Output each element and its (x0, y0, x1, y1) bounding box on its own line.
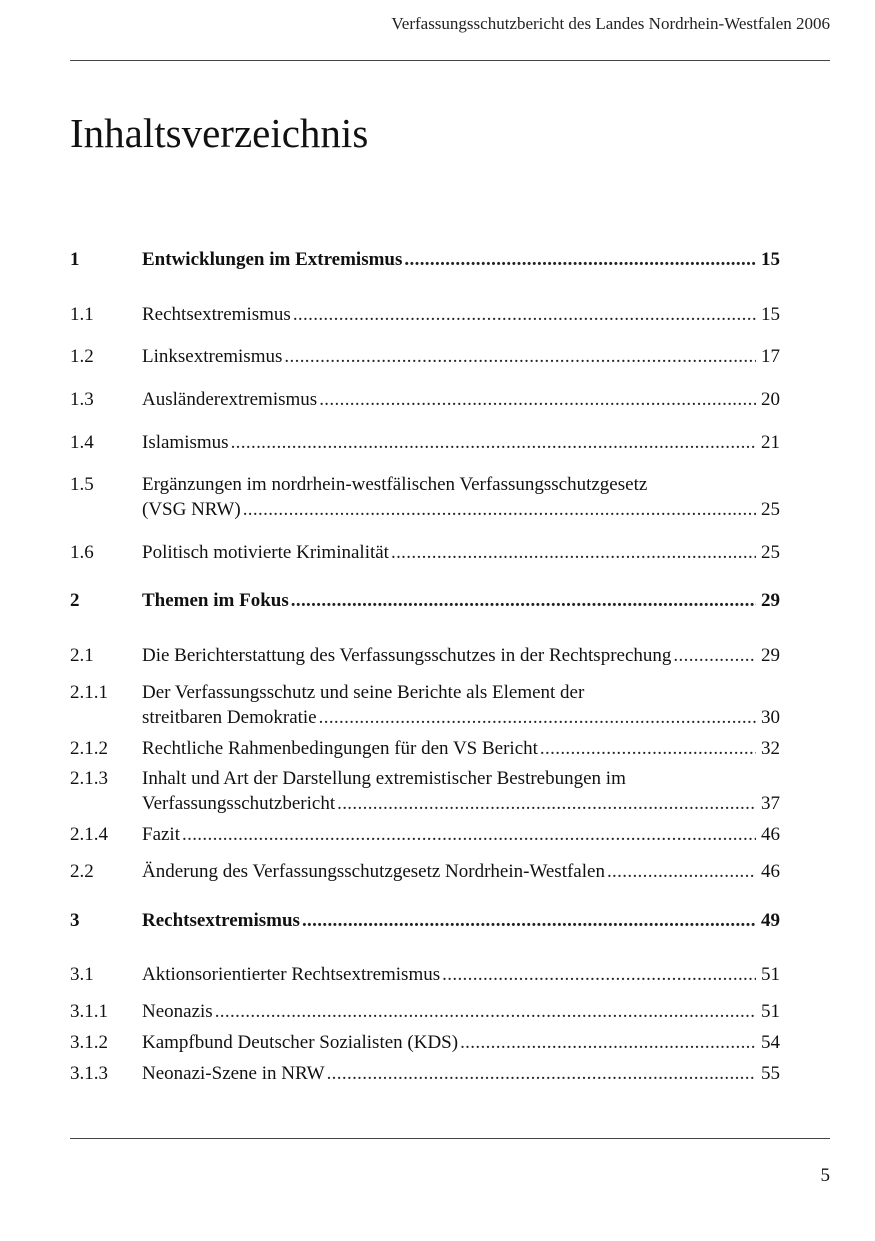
dot-leader (231, 430, 756, 455)
toc-entry[interactable] (70, 999, 780, 1024)
toc-entry-title: Themen im Fokus (142, 590, 289, 611)
toc-entry-number: 3.1 (70, 964, 94, 985)
dot-leader (319, 387, 756, 412)
toc-entry-number: 1.3 (70, 389, 94, 410)
page-title: Inhaltsverzeichnis (70, 110, 369, 156)
toc-entry-page: 17 (761, 346, 780, 367)
toc-entry-title: Linksextremismus (142, 346, 283, 367)
toc-entry-title: Die Berichterstattung des Verfassungsschutzes in der Rechtsprechung (142, 645, 672, 666)
toc-entry-title: Kampfbund Deutscher Sozialisten (KDS) (142, 1032, 459, 1053)
toc-entry-page: 21 (761, 432, 780, 453)
toc-entry[interactable] (70, 472, 780, 522)
toc-entry-page: 51 (761, 964, 780, 985)
toc-entry-number: 1 (70, 249, 80, 270)
toc-entry-title: Entwicklungen im Extremismus (142, 249, 403, 270)
toc-entry[interactable] (70, 302, 780, 327)
toc-entry-page: 49 (761, 910, 780, 931)
page-number: 5 (820, 1165, 830, 1186)
toc-entry-page: 15 (761, 304, 780, 325)
toc-entry-page: 15 (761, 249, 780, 270)
toc-entry[interactable] (70, 736, 780, 761)
toc-entry-title: Neonazi-Szene in NRW (142, 1063, 325, 1084)
toc-entry[interactable] (70, 247, 780, 272)
toc-entry-page: 20 (761, 389, 780, 410)
toc-entry[interactable] (70, 540, 780, 565)
toc-entry[interactable] (70, 908, 780, 933)
toc-entry-title: Änderung des Verfassungsschutzgesetz Nordrhein-Westfalen (142, 861, 605, 882)
toc-entry-number: 1.2 (70, 346, 94, 367)
toc-entry-title: streitbaren Demokratie (142, 707, 317, 728)
dot-leader (673, 643, 756, 668)
toc-entry-title: Politisch motivierte Kriminalität (142, 542, 389, 563)
toc-entry-number: 1.4 (70, 432, 94, 453)
toc-entry-number: 2.2 (70, 861, 94, 882)
toc-entry-title: Rechtliche Rahmenbedingungen für den VS Bericht (142, 738, 538, 759)
toc-entry[interactable] (70, 430, 780, 455)
toc-entry-title: Aktionsorientierter Rechtsextremismus (142, 964, 441, 985)
dot-leader (291, 588, 756, 613)
dot-leader (327, 1061, 756, 1086)
toc-entry-title: Neonazis (142, 1001, 213, 1022)
toc-entry-number: 3.1.1 (70, 1001, 108, 1022)
dot-leader (302, 908, 756, 933)
toc-entry-number: 3 (70, 910, 80, 931)
toc-entry-title: Rechtsextremismus (142, 910, 300, 931)
dot-leader (319, 705, 756, 730)
toc-entry-number: 1.5 (70, 474, 94, 495)
toc-entry-number: 2.1.4 (70, 824, 108, 845)
toc-entry-number: 1.1 (70, 304, 94, 325)
dot-leader (442, 962, 756, 987)
dot-leader (540, 736, 756, 761)
toc-entry-number: 3.1.3 (70, 1063, 108, 1084)
toc-entry-page: 46 (761, 861, 780, 882)
toc-entry-number: 1.6 (70, 542, 94, 563)
toc-entry[interactable] (70, 680, 780, 730)
toc-entry-number: 2.1 (70, 645, 94, 666)
toc-entry[interactable] (70, 588, 780, 613)
dot-leader (243, 497, 756, 522)
toc-entry-page: 37 (761, 793, 780, 814)
running-head: Verfassungsschutzbericht des Landes Nordrhein-Westfalen 2006 (391, 14, 830, 33)
toc-entry-page: 29 (761, 645, 780, 666)
toc-entry-page: 25 (761, 542, 780, 563)
toc-entry-number: 2 (70, 590, 80, 611)
toc-entry[interactable] (70, 344, 780, 369)
toc-entry-page: 46 (761, 824, 780, 845)
toc-entry-page: 25 (761, 499, 780, 520)
toc-entry[interactable] (70, 859, 780, 884)
footer-rule (70, 1138, 830, 1139)
toc-entry[interactable] (70, 1061, 780, 1086)
toc-entry-title: Rechtsextremismus (142, 304, 291, 325)
toc-entry-title: (VSG NRW) (142, 499, 241, 520)
dot-leader (607, 859, 756, 884)
toc-entry-title: Fazit (142, 824, 180, 845)
toc-entry-page: 55 (761, 1063, 780, 1084)
header-rule (70, 60, 830, 61)
toc-entry[interactable] (70, 1030, 780, 1055)
toc-entry-title: Inhalt und Art der Darstellung extremistischer Bestrebungen im (142, 768, 626, 789)
dot-leader (215, 999, 756, 1024)
dot-leader (337, 791, 756, 816)
toc-entry[interactable] (70, 962, 780, 987)
dot-leader (460, 1030, 756, 1055)
toc-entry-number: 2.1.1 (70, 682, 108, 703)
toc-entry-title: Der Verfassungsschutz und seine Berichte als Element der (142, 682, 585, 703)
toc-entry-title: Ergänzungen im nordrhein-westfälischen Verfassungsschutzgesetz (142, 474, 648, 495)
toc-entry-title: Islamismus (142, 432, 229, 453)
dot-leader (404, 247, 756, 272)
dot-leader (182, 822, 756, 847)
toc-entry[interactable] (70, 387, 780, 412)
toc-entry-number: 3.1.2 (70, 1032, 108, 1053)
toc-entry-title: Verfassungsschutzbericht (142, 793, 336, 814)
toc-entry-page: 30 (761, 707, 780, 728)
toc-entry-page: 32 (761, 738, 780, 759)
toc-entry-page: 51 (761, 1001, 780, 1022)
toc-entry[interactable] (70, 766, 780, 816)
toc-entry-page: 54 (761, 1032, 780, 1053)
dot-leader (284, 344, 756, 369)
toc-entry-page: 29 (761, 590, 780, 611)
dot-leader (293, 302, 756, 327)
toc-entry[interactable] (70, 822, 780, 847)
toc-entry-number: 2.1.2 (70, 738, 108, 759)
toc-entry-number: 2.1.3 (70, 768, 108, 789)
toc-entry[interactable] (70, 643, 780, 668)
dot-leader (391, 540, 756, 565)
toc-entry-title: Ausländerextremismus (142, 389, 318, 410)
